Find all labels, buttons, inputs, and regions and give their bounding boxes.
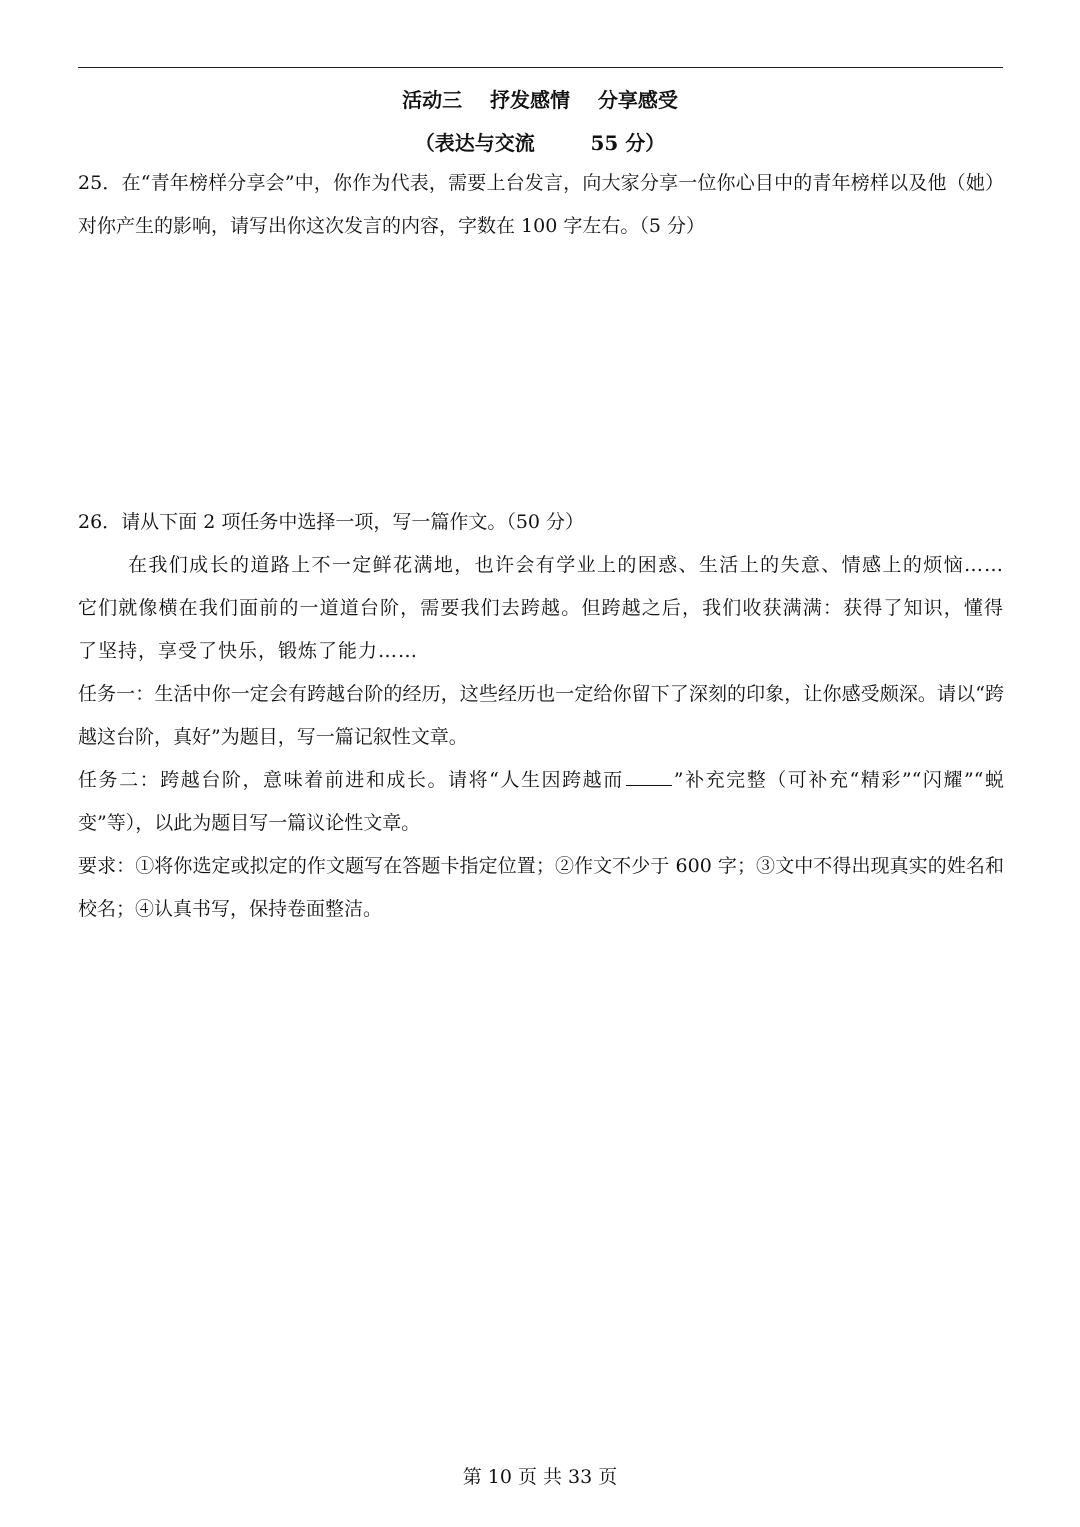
requirements: 要求：①将你选定或拟定的作文题写在答题卡指定位置；②作文不少于 600 字；③文中不得出现真实的姓名和校名；④认真书写，保持卷面整洁。 xyxy=(78,855,1004,920)
question-26-passage: 在我们成长的道路上不一定鲜花满地，也许会有学业上的困惑、生活上的失意、情感上的烦恼……它们就像横在我们面前的一道道台阶，需要我们去跨越。但跨越之后，我们收获满满：获得了知识，懂得了坚持，享受了快乐，锻炼了能力…… xyxy=(78,554,1004,662)
page-number: 第 10 页 共 33 页 xyxy=(462,1466,618,1488)
question-26-intro: 26．请从下面 2 项任务中选择一项，写一篇作文。（50 分） xyxy=(78,511,585,533)
task-one: 任务一：生活中你一定会有跨越台阶的经历，这些经历也一定给你留下了深刻的印象，让你感受颇深。请以“跨越这台阶，真好”为题目，写一篇记叙性文章。 xyxy=(78,683,1004,748)
top-rule xyxy=(78,67,1003,68)
fill-in-blank xyxy=(626,771,672,786)
section-title: 活动三 抒发感情 分享感受 xyxy=(402,88,678,112)
task-two-text-start: 任务二：跨越台阶，意味着前进和成长。请将“人生因跨越而 xyxy=(78,769,624,791)
section-subtitle: （表达与交流 55 分） xyxy=(414,131,666,155)
question-25: 25．在“青年榜样分享会”中，你作为代表，需要上台发言，向大家分享一位你心目中的青年榜样以及他（她）对你产生的影响，请写出你这次发言的内容，字数在 100 字左右。（5 分） xyxy=(78,172,1004,237)
task-two xyxy=(78,759,1004,845)
task-two-text-end: ”补充完整（可补充“精彩”“闪耀”“蜕变”等），以此为题目写一篇议论性文章。 xyxy=(78,769,1005,834)
